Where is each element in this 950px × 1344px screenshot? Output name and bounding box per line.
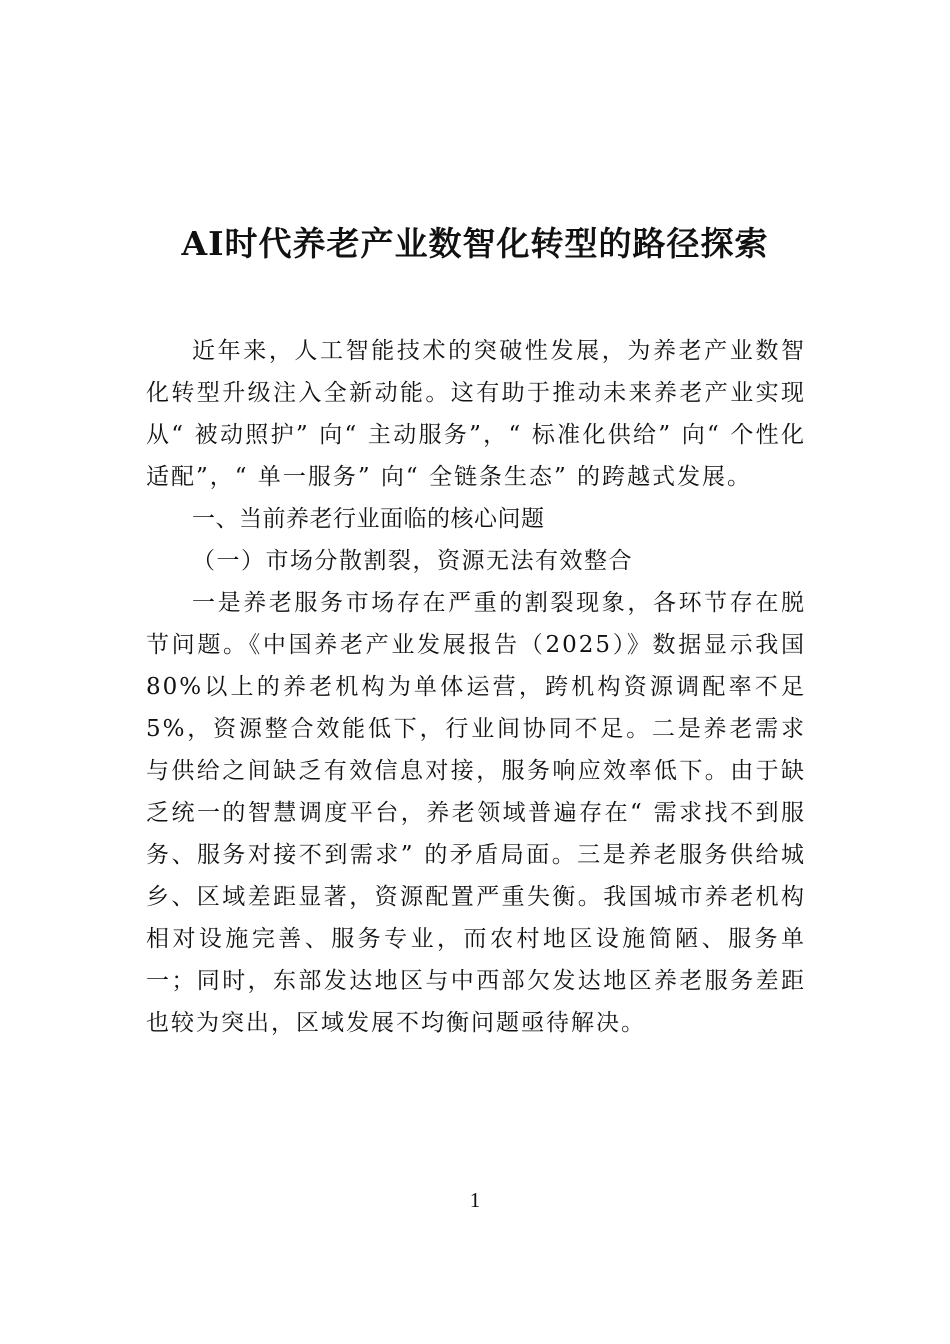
intro-paragraph: 近年来，人工智能技术的突破性发展，为养老产业数智化转型升级注入全新动能。这有助于推动未来养老产业实现从“ 被动照护” 向“ 主动服务”，“ 标准化供给” 向“ 个性化适配”，“ 单一服务” 向“ 全链条生态” 的跨越式发展。 bbox=[146, 338, 806, 490]
document-title: AI时代养老产业数智化转型的路径探索 bbox=[181, 224, 769, 264]
section-heading-1: 一、当前养老行业面临的核心问题 bbox=[192, 506, 545, 532]
document-body bbox=[146, 330, 806, 1044]
subsection-paragraph-1: 一是养老服务市场存在严重的割裂现象，各环节存在脱节问题。《中国养老产业发展报告（2025）》数据显示我国 80%以上的养老机构为单体运营，跨机构资源调配率不足5%，资源整合效能低下，行业间协同不足。二是养老需求与供给之间缺乏有效信息对接，服务响应效率低下。由于缺乏统一的智慧调度平台，养老领域普遍存在“ 需求找不到服务、服务对接不到需求” 的矛盾局面。三是养老服务供给城乡、区域差距显著，资源配置严重失衡。我国城市养老机构相对设施完善、服务专业，而农村地区设施简陋、服务单一；同时，东部发达地区与中西部欠发达地区养老服务差距也较为突出，区域发展不均衡问题亟待解决。 bbox=[146, 590, 806, 1036]
subsection-heading-1: （一）市场分散割裂，资源无法有效整合 bbox=[192, 548, 633, 574]
page-number: 1 bbox=[469, 1188, 481, 1212]
